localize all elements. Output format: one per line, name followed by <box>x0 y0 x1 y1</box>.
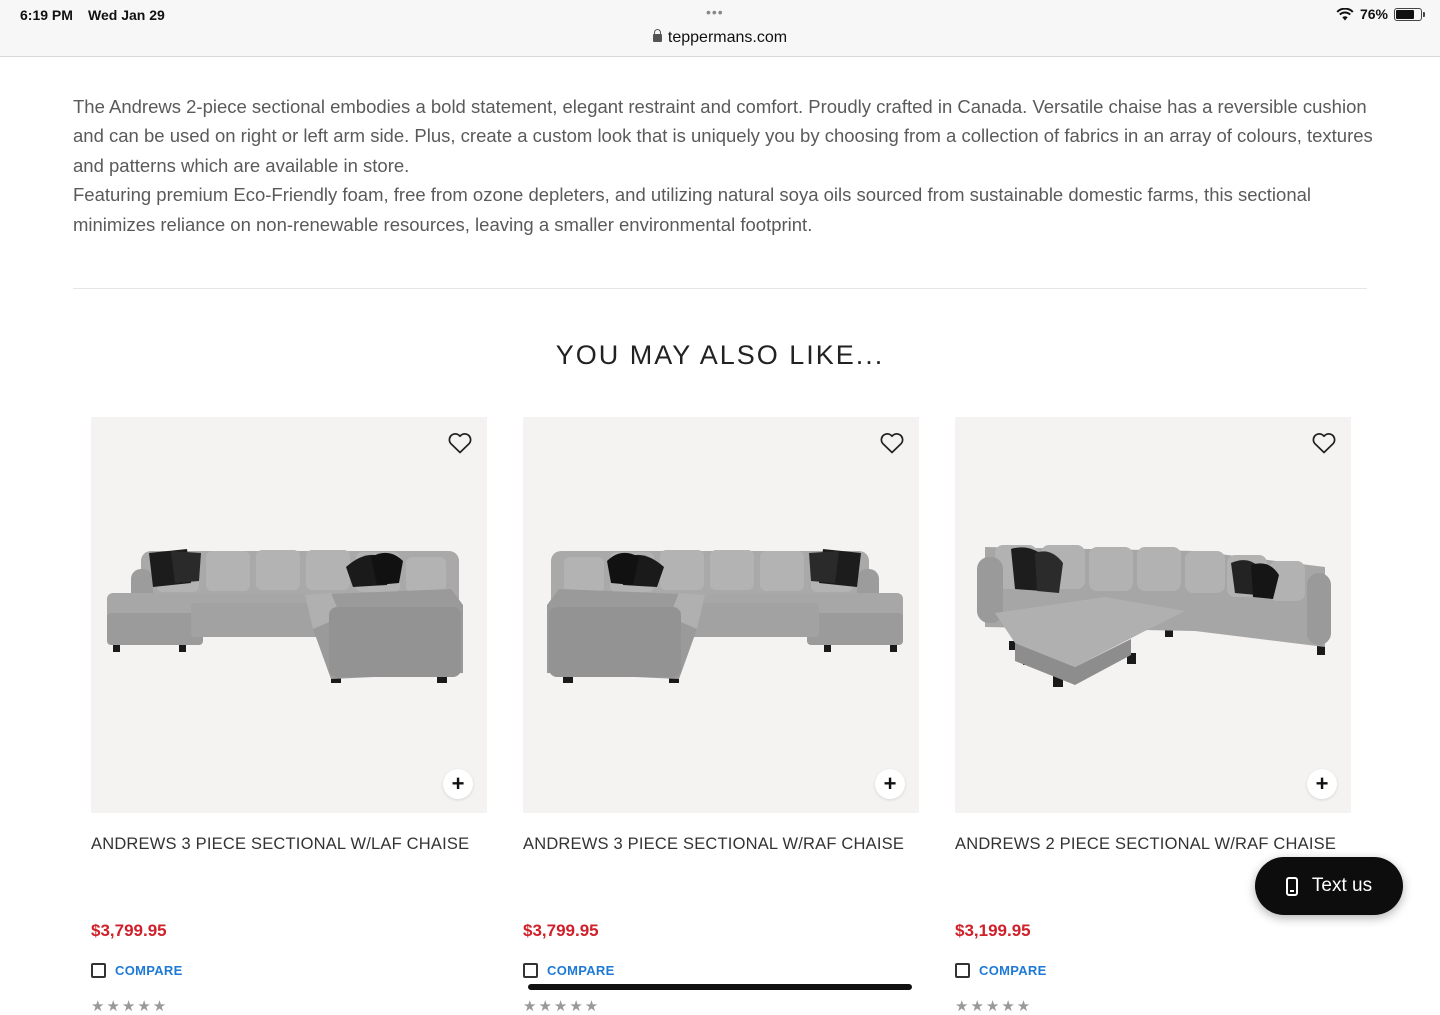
browser-status-bar <box>0 0 1440 57</box>
product-image[interactable] <box>91 417 487 813</box>
heart-icon[interactable] <box>447 431 473 455</box>
description-paragraph: The Andrews 2-piece sectional embodies a bold statement, elegant restraint and comfort. Proudly crafted in Canada. Versatile chaise has a reversible cushion and can be used on right or left arm side. Plus, create a custom look that is uniquely you by choosing from a collection of fabrics in an array of colours, textures and patterns which are available in store. <box>73 96 1373 176</box>
lock-icon <box>653 34 662 42</box>
recommendations-title: YOU MAY ALSO LIKE... <box>555 340 885 370</box>
rating-stars: ★★★★★ <box>91 998 169 1015</box>
rating-stars: ★★★★★ <box>523 998 601 1015</box>
sectional-sofa-raf-icon <box>523 417 919 813</box>
compare-label[interactable]: COMPARE <box>547 963 615 978</box>
tab-options-icon[interactable]: ••• <box>706 4 724 20</box>
rating-stars: ★★★★★ <box>955 998 1033 1015</box>
battery-icon <box>1394 8 1422 21</box>
status-indicators <box>1336 6 1422 22</box>
status-date: Wed Jan 29 <box>88 7 165 23</box>
quick-add-button[interactable]: + <box>1307 769 1337 799</box>
quick-add-button[interactable]: + <box>443 769 473 799</box>
section-divider <box>73 288 1367 289</box>
compare-toggle[interactable] <box>955 963 1047 978</box>
heart-icon[interactable] <box>1311 431 1337 455</box>
home-indicator[interactable] <box>528 984 912 990</box>
product-price: $3,799.95 <box>91 921 167 940</box>
text-us-label: Text us <box>1311 875 1373 896</box>
status-time: 6:19 PM <box>20 7 73 23</box>
compare-checkbox[interactable] <box>955 963 970 978</box>
product-card[interactable] <box>91 417 487 1015</box>
compare-label[interactable]: COMPARE <box>115 963 183 978</box>
product-price: $3,199.95 <box>955 921 1031 940</box>
compare-checkbox[interactable] <box>523 963 538 978</box>
product-price: $3,799.95 <box>523 921 599 940</box>
wifi-icon <box>1336 8 1354 21</box>
text-us-button[interactable] <box>1255 857 1403 915</box>
product-image[interactable] <box>523 417 919 813</box>
compare-toggle[interactable] <box>523 963 615 978</box>
compare-checkbox[interactable] <box>91 963 106 978</box>
heart-icon[interactable] <box>879 431 905 455</box>
product-card[interactable] <box>523 417 919 1015</box>
product-description <box>73 92 1373 239</box>
phone-icon <box>1286 877 1298 896</box>
sectional-sofa-laf-icon <box>91 417 487 813</box>
product-image[interactable] <box>955 417 1351 813</box>
product-name[interactable]: ANDREWS 3 PIECE SECTIONAL W/LAF CHAISE <box>91 835 470 853</box>
quick-add-button[interactable]: + <box>875 769 905 799</box>
description-paragraph: Featuring premium Eco-Friendly foam, free from ozone depleters, and utilizing natural soya oils sourced from sustainable domestic farms, this sectional minimizes reliance on non-renewable resources, leaving a smaller environmental footprint. <box>73 184 1312 235</box>
product-name[interactable]: ANDREWS 2 PIECE SECTIONAL W/RAF CHAISE <box>955 835 1337 853</box>
battery-percent: 76% <box>1359 6 1388 22</box>
address-bar[interactable] <box>0 29 1440 47</box>
compare-toggle[interactable] <box>91 963 183 978</box>
product-name[interactable]: ANDREWS 3 PIECE SECTIONAL W/RAF CHAISE <box>523 835 905 853</box>
address-url: teppermans.com <box>667 29 788 46</box>
compare-label[interactable]: COMPARE <box>979 963 1047 978</box>
sectional-sofa-angled-icon <box>955 417 1351 813</box>
